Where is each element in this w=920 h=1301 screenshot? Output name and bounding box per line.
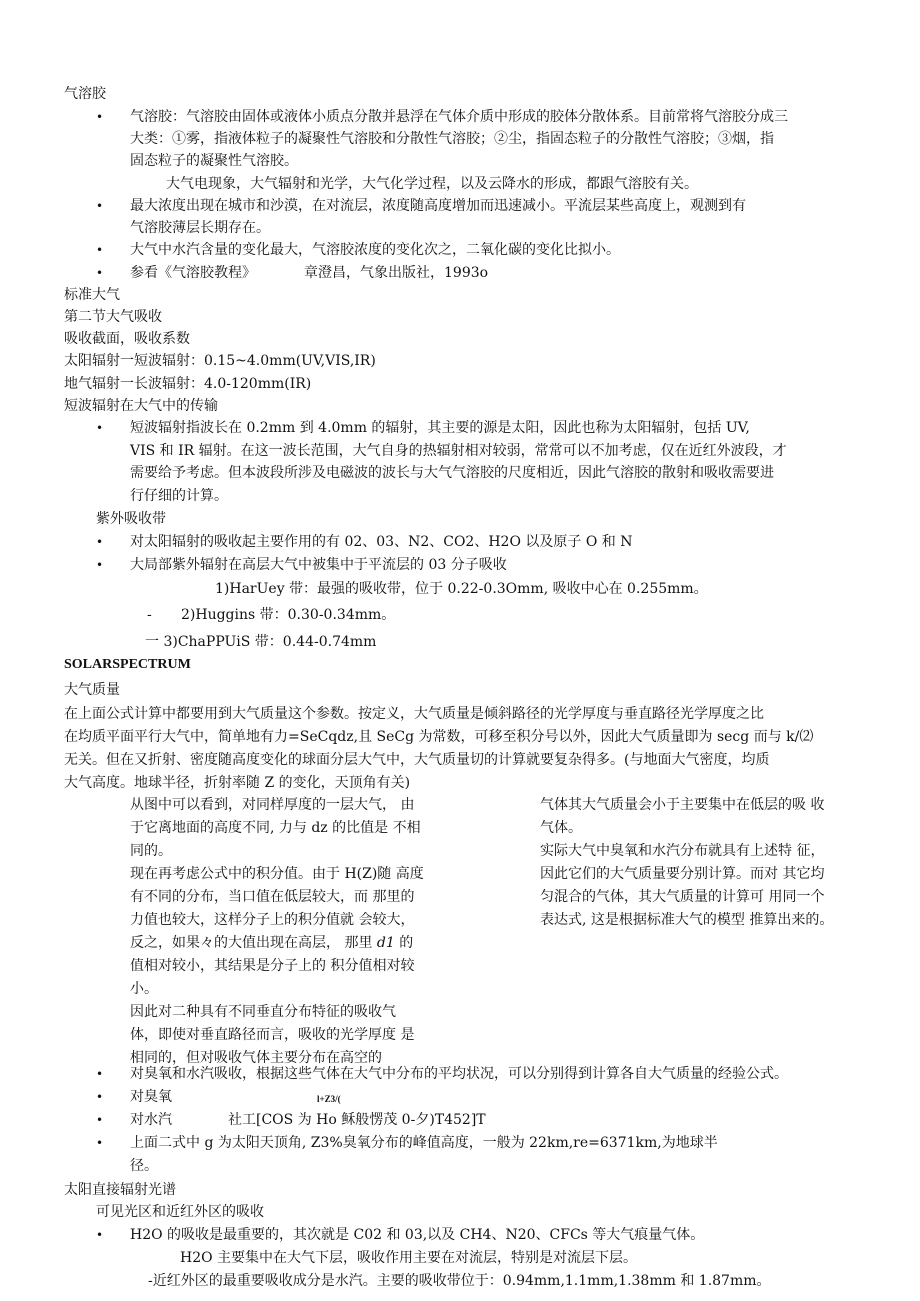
bullet-marker: • <box>96 110 104 124</box>
max-concentration-line-1: 最大浓度出现在城市和沙漠，在对流层，浓度随高度增加而迅速减小。平流层某些高度上，观测到有 <box>130 198 746 214</box>
aerosol-relevance-text: 大气电现象，大气辐射和光学，大气化学过程，以及云降水的形成，都跟气溶胶有关。 <box>166 176 698 192</box>
left-col-line: 从图中可以看到，对同样厚度的一层大气， 由 <box>130 797 415 813</box>
variation-text: 大气中水汽含量的变化最大，气溶胶浓度的变化次之，二氧化碳的变化比拟小。 <box>130 242 620 258</box>
right-col-line: 实际大气中臭氧和水汽分布就具有上述特 征， <box>540 843 825 859</box>
left-col-line: 相同的，但对吸收气体主要分布在高空的 <box>130 1050 382 1066</box>
water-vapor-formula: 社工[COS 为 Ho 稣般愣茂 0-夕)T452]T <box>228 1112 486 1128</box>
bullet-marker: • <box>96 1090 104 1104</box>
left-col-line: 于它离地面的高度不同, 力与 dz 的比值是 不相 <box>130 820 421 836</box>
ozone-formula-fragment: l+Z3/( <box>317 1094 341 1104</box>
right-col-line: 气体其大气质量会小于主要集中在低层的吸 收 <box>540 797 825 813</box>
bullet-marker: • <box>96 266 104 280</box>
left-col-line: 现在再考虑公式中的积分值。由于 H(Z)随 高度 <box>130 866 424 882</box>
bullet-marker: • <box>96 1067 104 1081</box>
left-col-line: 有不同的分布，当口值在低层较大，而 那里的 <box>130 889 415 905</box>
heading-standard-atmosphere: 标准大气 <box>64 287 120 303</box>
air-mass-para-line-2: 在均质平面平行大气中，简单地有力=SeCqdz,且 SeCg 为常数，可移至积分号以外，因此大气质量即为 secg 而与 k/⑵ <box>64 729 814 745</box>
right-col-line: 匀混合的气体，其大气质量的计算可 用同一个 <box>540 889 825 905</box>
heading-section-2: 第二节大气吸收 <box>64 309 162 325</box>
air-mass-para-line-3: 无关。但在又折射、密度随高度变化的球面分层大气中，大气质量切的计算就要复杂得多。(与地面大气密度，均质 <box>64 752 770 768</box>
aerosol-definition-line-1: 气溶胶：气溶胶由固体或液体小质点分散并悬浮在气体介质中形成的胶体分散体系。目前常将气溶胶分成三 <box>130 109 788 125</box>
heading-shortwave-transfer: 短波辐射在大气中的传输 <box>64 398 218 414</box>
chappuis-band-text: 一 3)ChaPPUiS 带：0.44-0.74mm <box>145 634 377 650</box>
left-col-line: 体，即使对垂直路径而言，吸收的光学厚度 是 <box>130 1027 415 1043</box>
h2o-absorption-text: H2O 的吸收是最重要的，其次就是 C02 和 03,以及 CH4、N20、CFCs 等大气痕量气体。 <box>130 1227 705 1243</box>
absorption-terms: 吸收截面，吸收系数 <box>64 331 190 347</box>
uv-ozone-text: 大局部紫外辐射在高层大气中被集中于平流层的 03 分子吸收 <box>130 557 507 573</box>
left-col-line: 力值也较大，这样分子上的积分值就 会较大， <box>130 912 415 928</box>
max-concentration-line-2: 气溶胶薄层长期存在。 <box>130 220 270 236</box>
aerosol-definition-line-2: 大类：①雾，指液体粒子的凝聚性气溶胶和分散性气溶胶；②尘，指固态粒子的分散性气溶胶；③烟，指 <box>130 131 774 147</box>
longwave-range: 地气辐射一长波辐射：4.0-120mm(IR) <box>64 376 312 392</box>
huggins-band-text: 2)Huggins 带：0.30-0.34mm。 <box>181 607 396 623</box>
heading-aerosol: 气溶胶 <box>64 86 106 102</box>
bullet-marker: • <box>96 1228 104 1242</box>
left-col-text: 反之，如果々的大值出现在高层， 那里 <box>130 935 377 951</box>
bullet-marker: • <box>96 1136 104 1150</box>
aerosol-definition-line-3: 固态粒子的凝聚性气溶胶。 <box>130 153 298 169</box>
bullet-marker: • <box>96 243 104 257</box>
left-col-text-tail: 的 <box>394 935 414 951</box>
left-col-line: 同的。 <box>130 843 172 859</box>
uv-absorbers-text: 对太阳辐射的吸收起主要作用的有 02、03、N2、CO2、H2O 以及原子 O 和 N <box>130 534 633 550</box>
empirical-formula-text: 对臭氧和水汽吸收，根据这些气体在大气中分布的平均状况，可以分别得到计算各自大气质量的经验公式。 <box>130 1066 788 1082</box>
symbol-d1: d1 <box>376 935 395 951</box>
bullet-marker: • <box>96 535 104 549</box>
air-mass-para-line-1: 在上面公式计算中都要用到大气质量这个参数。按定义，大气质量是倾斜路径的光学厚度与垂直路径光学厚度之比 <box>64 706 764 722</box>
reference-book-title: 参看《气溶胶教程》 <box>130 265 256 281</box>
shortwave-range: 太阳辐射一短波辐射：0.15~4.0mm(UV,VIS,IR) <box>64 353 376 369</box>
bullet-marker: • <box>96 421 104 435</box>
heading-uv-absorption: 紫外吸收带 <box>96 511 166 527</box>
dash-marker: - <box>147 607 152 623</box>
heading-direct-solar-spectrum: 太阳直接辐射光谱 <box>64 1182 176 1198</box>
left-col-line: 因此对二种具有不同垂直分布特征的吸收气 <box>130 1004 396 1020</box>
bullet-marker: • <box>96 1113 104 1127</box>
formula-explanation-line-1: 上面二式中 g 为太阳天顶角, Z3%臭氧分布的峰值高度，一般为 22km,re=6371km,为地球半 <box>130 1135 718 1151</box>
heading-visible-nir-absorption: 可见光区和近红外区的吸收 <box>96 1204 264 1220</box>
right-col-line: 因此它们的大气质量要分别计算。而对 其它均 <box>540 866 825 882</box>
bullet-marker: • <box>96 199 104 213</box>
formula-explanation-line-2: 径。 <box>130 1158 158 1174</box>
right-col-line: 气体。 <box>540 820 582 836</box>
shortwave-para-line-4: 行仔细的计算。 <box>130 488 228 504</box>
bullet-marker: • <box>96 558 104 572</box>
left-col-line <box>130 933 413 953</box>
reference-book-author: 章澄昌，气象出版社，1993o <box>304 265 489 281</box>
air-mass-para-line-4: 大气高度。地球半径，折射率随 Z 的变化，天顶角有关) <box>64 775 411 791</box>
heading-solar-spectrum: SOLARSPECTRUM <box>64 657 191 672</box>
ozone-label: 对臭氧 <box>130 1089 172 1105</box>
heading-air-mass: 大气质量 <box>64 682 120 698</box>
shortwave-para-line-1: 短波辐射指波长在 0.2mm 到 4.0mm 的辐射，其主要的源是太阳，因此也称为太阳辐射，包括 UV, <box>130 420 750 436</box>
right-col-line: 表达式, 这是根据标准大气的模型 推算出来的。 <box>540 912 834 928</box>
nir-absorption-bands-text: -近红外区的最重要吸收成分是水汽。主要的吸收带位于：0.94mm,1.1mm,1.38mm 和 1.87mm。 <box>148 1273 771 1289</box>
left-col-line: 小。 <box>130 981 158 997</box>
left-col-line: 值相对较小，其结果是分子上的 积分值相对较 <box>130 958 415 974</box>
h2o-distribution-text: H2O 主要集中在大气下层，吸收作用主要在对流层，特别是对流层下层。 <box>180 1250 638 1266</box>
shortwave-para-line-3: 需要给予考虑。但本波段所涉及电磁波的波长与大气气溶胶的尺度相近，因此气溶胶的散射和吸收需要进 <box>130 465 774 481</box>
shortwave-para-line-2: VIS 和 IR 辐射。在这一波长范围，大气自身的热辐射相对较弱，常常可以不加考虑，仅在近红外波段，才 <box>130 443 787 459</box>
hartley-band-text: 1)HarUey 带：最强的吸收带，位于 0.22-0.3Omm, 吸收中心在 0.255mm。 <box>215 581 708 597</box>
water-vapor-label: 对水汽 <box>130 1112 172 1128</box>
